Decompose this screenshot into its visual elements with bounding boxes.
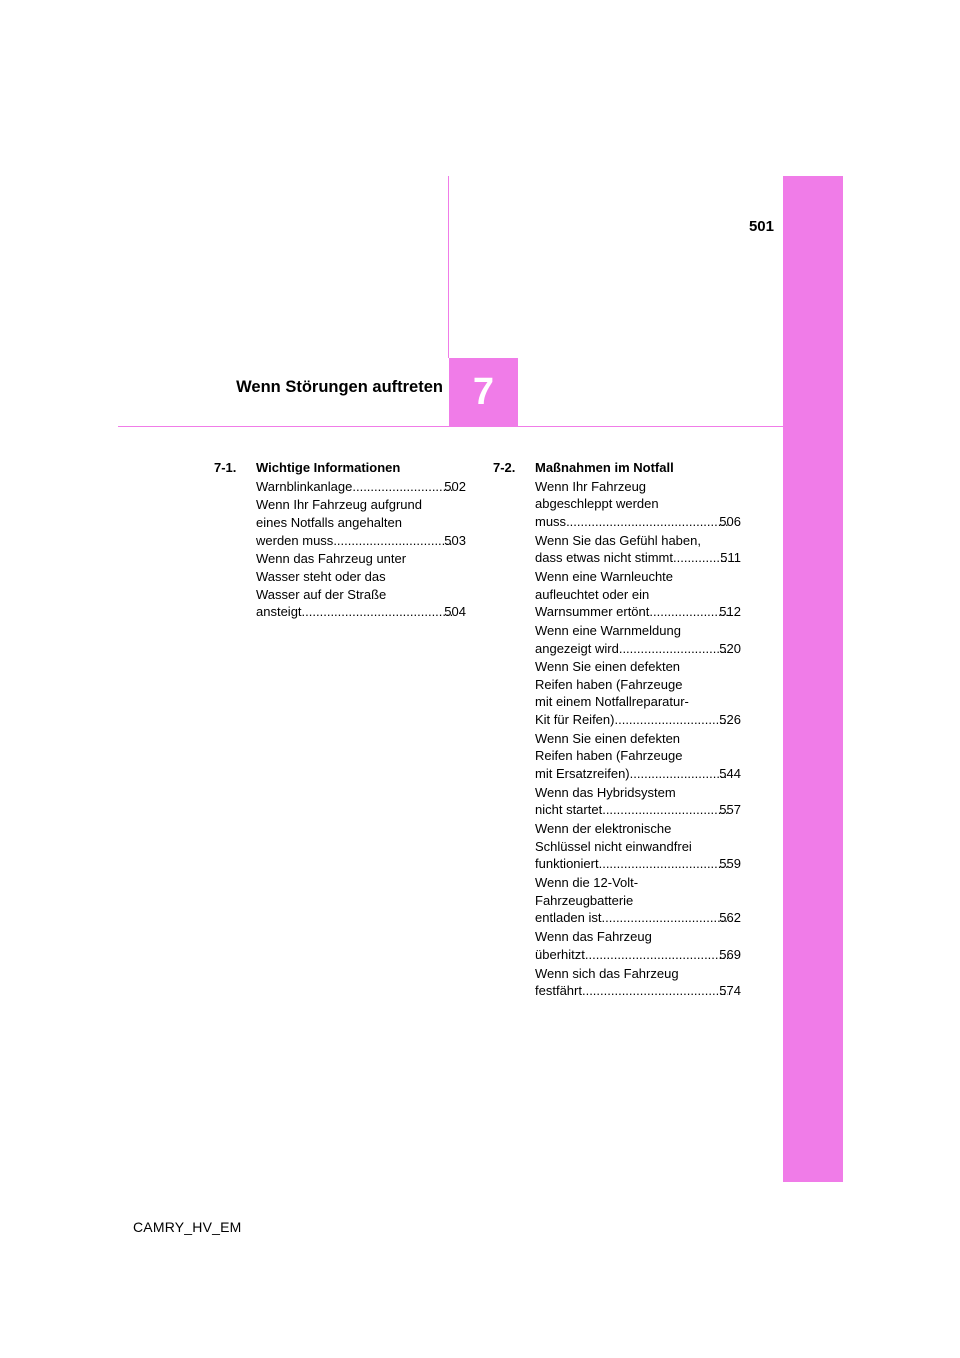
- footer-model-code: CAMRY_HV_EM: [133, 1219, 242, 1235]
- toc-column-2: [493, 459, 741, 1001]
- page-number: 501: [748, 218, 774, 235]
- chapter-number-badge: 7: [449, 358, 518, 426]
- toc-section-heading: [214, 459, 466, 477]
- toc-entry[interactable]: [256, 478, 466, 496]
- toc-entry-lastline: [535, 909, 741, 927]
- toc-entry-text: Kit für Reifen): [535, 712, 615, 728]
- toc-entry-page: 557: [719, 802, 741, 818]
- leader-dots: [582, 982, 728, 1000]
- toc-entry-page: 511: [720, 550, 741, 566]
- leader-dots: [333, 532, 453, 550]
- toc-entry-text: angezeigt wird: [535, 640, 619, 656]
- section-title: Maßnahmen im Notfall: [535, 460, 674, 475]
- toc-entry-lastline: [256, 532, 466, 550]
- toc-entry-text: Wenn die 12-Volt-: [535, 875, 639, 891]
- toc-entry[interactable]: [535, 874, 741, 927]
- toc-entry-page: 504: [444, 604, 466, 620]
- toc-entry-lastline: [535, 855, 741, 873]
- toc-entry[interactable]: [256, 496, 466, 549]
- toc-entry-text: mit Ersatzreifen): [535, 766, 630, 782]
- toc-entry-page: 559: [719, 856, 741, 872]
- toc-entry-text: muss: [535, 513, 567, 529]
- leader-dots: [302, 603, 454, 621]
- toc-entry-lastline: [535, 513, 741, 531]
- toc-column-1: [214, 459, 466, 622]
- toc-entry-text: Wenn eine Warnmeldung: [535, 622, 681, 638]
- toc-entry-text: Warnsummer ertönt: [535, 604, 650, 620]
- toc-entry-text: Wasser auf der Straße: [256, 586, 387, 602]
- toc-entry-text: entladen ist: [535, 910, 602, 926]
- toc-entry-text: Wenn sich das Fahrzeug: [535, 965, 679, 981]
- toc-entry[interactable]: [535, 532, 741, 567]
- toc-entry[interactable]: [535, 928, 741, 963]
- toc-entry[interactable]: [535, 820, 741, 873]
- toc-entry[interactable]: [535, 478, 741, 531]
- toc-entry-lastline: [535, 603, 741, 621]
- toc-entry-page: 503: [444, 532, 466, 548]
- toc-entry-lastline: [256, 603, 466, 621]
- toc-entry-page: 544: [719, 766, 741, 782]
- toc-entry-text: eines Notfalls angehalten: [256, 514, 402, 530]
- leader-dots: [614, 711, 728, 729]
- leader-dots: [585, 946, 728, 964]
- leader-dots: [599, 855, 729, 873]
- toc-entry-lastline: [256, 478, 466, 496]
- leader-dots: [619, 640, 728, 658]
- toc-entry-text: funktioniert: [535, 856, 599, 872]
- toc-entry-lastline: [535, 801, 741, 819]
- toc-entry-lastline: [535, 765, 741, 783]
- toc-entry-text: ansteigt: [256, 604, 302, 620]
- toc-entry-lastline: [535, 982, 741, 1000]
- leader-dots: [602, 909, 729, 927]
- toc-entry-text: Warnblinkanlage: [256, 478, 353, 494]
- toc-entry-text: Reifen haben (Fahrzeuge: [535, 676, 683, 692]
- toc-entry-text: nicht startet: [535, 802, 603, 818]
- toc-entry-text: Schlüssel nicht einwandfrei: [535, 838, 692, 854]
- toc-entry-text: werden muss: [256, 532, 334, 548]
- toc-entry[interactable]: [535, 730, 741, 783]
- toc-entry[interactable]: [535, 568, 741, 621]
- toc-entry-text: mit einem Notfallreparatur-: [535, 694, 689, 710]
- toc-entry[interactable]: [535, 965, 741, 1000]
- toc-entry-text: Wenn Sie einen defekten: [535, 659, 681, 675]
- toc-entry-lastline: [535, 711, 741, 729]
- toc-entry-text: Wenn Sie das Gefühl haben,: [535, 532, 701, 548]
- toc-entry-text: überhitzt: [535, 946, 585, 962]
- toc-entry-text: Wenn eine Warnleuchte: [535, 568, 674, 584]
- toc-entry-page: 562: [719, 910, 741, 926]
- toc-entry-page: 574: [719, 983, 741, 999]
- toc-entry-text: Fahrzeugbatterie: [535, 892, 634, 908]
- toc-entry-page: 502: [444, 478, 466, 494]
- toc-entry-page: 512: [719, 604, 741, 620]
- toc-entry-text: abgeschleppt werden: [535, 496, 659, 512]
- section-title: Wichtige Informationen: [256, 460, 401, 475]
- section-number: 7-2.: [493, 460, 516, 475]
- toc-entry-page: 506: [719, 513, 741, 529]
- toc-entry-text: Wasser steht oder das: [256, 568, 386, 584]
- chapter-side-tab: [783, 176, 843, 1182]
- toc-entry[interactable]: [535, 658, 741, 728]
- toc-section-heading: [493, 459, 741, 477]
- leader-dots: [630, 765, 729, 783]
- section-number: 7-1.: [214, 460, 237, 475]
- toc-entry-lastline: [535, 640, 741, 658]
- toc-entry-text: Wenn Ihr Fahrzeug: [535, 478, 647, 494]
- toc-entry-page: 520: [719, 640, 741, 656]
- toc-entry-page: 526: [719, 712, 741, 728]
- leader-dots: [602, 801, 728, 819]
- toc-entry-text: Wenn der elektronische: [535, 821, 672, 837]
- header-vertical-rule: [448, 176, 449, 358]
- toc-entry-text: dass etwas nicht stimmt: [535, 550, 673, 566]
- toc-entry-text: Reifen haben (Fahrzeuge: [535, 748, 683, 764]
- toc-entry[interactable]: [535, 622, 741, 657]
- toc-entry-text: aufleuchtet oder ein: [535, 586, 650, 602]
- header-horizontal-rule: [118, 426, 783, 427]
- toc-entry-text: Wenn Sie einen defekten: [535, 730, 681, 746]
- toc-entry[interactable]: [535, 784, 741, 819]
- toc-entry-text: Wenn das Fahrzeug: [535, 929, 652, 945]
- toc-entry-text: Wenn das Hybridsystem: [535, 784, 676, 800]
- toc-entry-lastline: [535, 946, 741, 964]
- toc-entry-text: Wenn Ihr Fahrzeug aufgrund: [256, 497, 422, 513]
- toc-entry-lastline: [535, 549, 741, 567]
- toc-entry-text: festfährt: [535, 983, 582, 999]
- toc-entry-page: 569: [719, 946, 741, 962]
- leader-dots: [352, 478, 453, 496]
- leader-dots: [566, 513, 728, 531]
- toc-entry[interactable]: [256, 550, 466, 620]
- chapter-title: Wenn Störungen auftreten: [236, 378, 443, 396]
- toc-entry-text: Wenn das Fahrzeug unter: [256, 551, 407, 567]
- leader-dots: [649, 603, 728, 621]
